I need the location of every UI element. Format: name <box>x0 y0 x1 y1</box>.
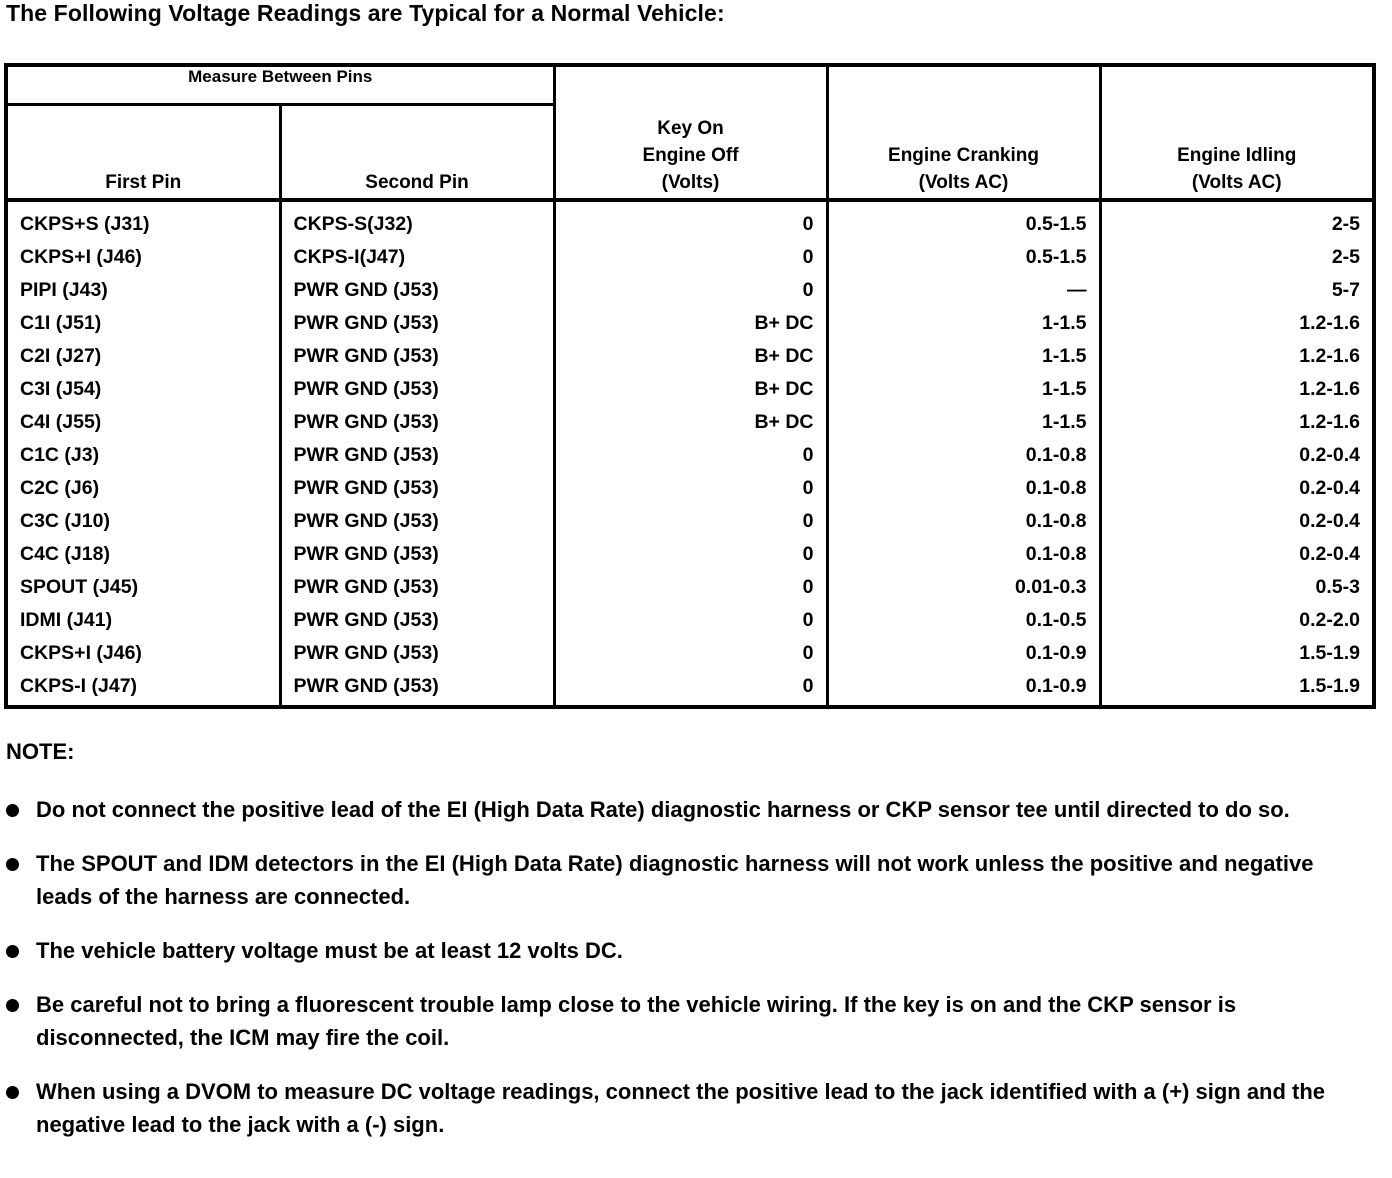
cranking-cell: — <box>827 274 1100 307</box>
second-pin-cell: PWR GND (J53) <box>280 538 554 571</box>
table-row <box>6 307 1374 340</box>
table-row <box>6 340 1374 373</box>
bullet-icon <box>6 999 19 1012</box>
cranking-cell: 0.5-1.5 <box>827 200 1100 241</box>
first-pin-header: First Pin <box>6 105 280 201</box>
key-on-engine-off-header <box>554 65 827 200</box>
table-row <box>6 637 1374 670</box>
cranking-cell: 0.1-0.9 <box>827 670 1100 707</box>
idling-cell: 1.5-1.9 <box>1100 670 1374 707</box>
first-pin-cell: CKPS-I (J47) <box>6 670 280 707</box>
second-pin-cell: PWR GND (J53) <box>280 406 554 439</box>
voltage-readings-table <box>4 63 1376 709</box>
cranking-cell: 1-1.5 <box>827 340 1100 373</box>
bullet-icon <box>6 945 19 958</box>
idling-header-line2: (Volts AC) <box>1191 172 1282 193</box>
table-row <box>6 472 1374 505</box>
second-pin-cell: PWR GND (J53) <box>280 274 554 307</box>
first-pin-cell: C3C (J10) <box>6 505 280 538</box>
note-heading: NOTE: <box>6 739 75 764</box>
first-pin-cell: CKPS+S (J31) <box>6 200 280 241</box>
first-pin-cell: C2C (J6) <box>6 472 280 505</box>
table-row <box>6 604 1374 637</box>
table-row <box>6 505 1374 538</box>
note-text: The SPOUT and IDM detectors in the EI (High Data Rate) diagnostic harness will not work unless the positive and negative leads of the harness are connected. <box>36 851 1314 909</box>
cranking-cell: 0.1-0.8 <box>827 538 1100 571</box>
idling-cell: 2-5 <box>1100 241 1374 274</box>
second-pin-cell: PWR GND (J53) <box>280 637 554 670</box>
notes-list <box>0 793 1392 1162</box>
key-on-header-line2: Engine Off <box>642 145 739 166</box>
table-row <box>6 439 1374 472</box>
first-pin-cell: C1C (J3) <box>6 439 280 472</box>
first-pin-cell: C4C (J18) <box>6 538 280 571</box>
first-pin-cell: IDMI (J41) <box>6 604 280 637</box>
note-item <box>0 1075 1392 1141</box>
second-pin-cell: CKPS-S(J32) <box>280 200 554 241</box>
idling-cell: 0.2-2.0 <box>1100 604 1374 637</box>
first-pin-cell: SPOUT (J45) <box>6 571 280 604</box>
second-pin-cell: CKPS-I(J47) <box>280 241 554 274</box>
idling-cell: 0.2-0.4 <box>1100 505 1374 538</box>
cranking-header-line1: Engine Cranking <box>888 145 1039 166</box>
key-on-cell: B+ DC <box>554 373 827 406</box>
table-row <box>6 406 1374 439</box>
second-pin-cell: PWR GND (J53) <box>280 472 554 505</box>
note-item <box>0 934 1392 967</box>
cranking-cell: 0.5-1.5 <box>827 241 1100 274</box>
table-row <box>6 571 1374 604</box>
table-row <box>6 200 1374 241</box>
key-on-cell: 0 <box>554 538 827 571</box>
key-on-cell: 0 <box>554 241 827 274</box>
second-pin-header: Second Pin <box>280 105 554 201</box>
first-pin-cell: C3I (J54) <box>6 373 280 406</box>
page-title: The Following Voltage Readings are Typical for a Normal Vehicle: <box>6 0 725 26</box>
idling-cell: 1.2-1.6 <box>1100 406 1374 439</box>
key-on-cell: 0 <box>554 604 827 637</box>
key-on-cell: 0 <box>554 439 827 472</box>
engine-idling-header <box>1100 65 1374 200</box>
key-on-cell: 0 <box>554 571 827 604</box>
key-on-header-line1: Key On <box>657 118 724 139</box>
cranking-cell: 0.1-0.8 <box>827 472 1100 505</box>
idling-cell: 1.2-1.6 <box>1100 340 1374 373</box>
key-on-cell: 0 <box>554 274 827 307</box>
second-pin-cell: PWR GND (J53) <box>280 307 554 340</box>
cranking-cell: 1-1.5 <box>827 373 1100 406</box>
cranking-cell: 1-1.5 <box>827 406 1100 439</box>
cranking-header-line2: (Volts AC) <box>918 172 1009 193</box>
idling-cell: 1.5-1.9 <box>1100 637 1374 670</box>
second-pin-cell: PWR GND (J53) <box>280 340 554 373</box>
second-pin-cell: PWR GND (J53) <box>280 505 554 538</box>
cranking-cell: 0.1-0.5 <box>827 604 1100 637</box>
key-on-cell: B+ DC <box>554 307 827 340</box>
note-text: Be careful not to bring a fluorescent trouble lamp close to the vehicle wiring. If the key is on and the CKP sensor is disconnected, the ICM may fire the coil. <box>36 992 1237 1050</box>
table-row <box>6 670 1374 707</box>
idling-cell: 0.2-0.4 <box>1100 472 1374 505</box>
bullet-icon <box>6 1086 19 1099</box>
idling-cell: 0.5-3 <box>1100 571 1374 604</box>
cranking-cell: 0.01-0.3 <box>827 571 1100 604</box>
table-row <box>6 373 1374 406</box>
first-pin-cell: CKPS+I (J46) <box>6 241 280 274</box>
table-row <box>6 241 1374 274</box>
measure-between-pins-header: Measure Between Pins <box>6 65 554 105</box>
note-text: The vehicle battery voltage must be at least 12 volts DC. <box>36 938 623 963</box>
idling-cell: 2-5 <box>1100 200 1374 241</box>
cranking-cell: 0.1-0.9 <box>827 637 1100 670</box>
cranking-cell: 0.1-0.8 <box>827 439 1100 472</box>
first-pin-cell: C1I (J51) <box>6 307 280 340</box>
key-on-cell: 0 <box>554 200 827 241</box>
second-pin-cell: PWR GND (J53) <box>280 373 554 406</box>
table-row <box>6 274 1374 307</box>
engine-cranking-header <box>827 65 1100 200</box>
idling-cell: 5-7 <box>1100 274 1374 307</box>
key-on-cell: B+ DC <box>554 340 827 373</box>
bullet-icon <box>6 804 19 817</box>
note-item <box>0 988 1392 1054</box>
idling-header-line1: Engine Idling <box>1177 145 1297 166</box>
bullet-icon <box>6 858 19 871</box>
note-text: Do not connect the positive lead of the EI (High Data Rate) diagnostic harness or CKP sensor tee until directed to do so. <box>36 797 1290 822</box>
idling-cell: 1.2-1.6 <box>1100 307 1374 340</box>
first-pin-cell: CKPS+I (J46) <box>6 637 280 670</box>
first-pin-cell: PIPI (J43) <box>6 274 280 307</box>
key-on-cell: B+ DC <box>554 406 827 439</box>
first-pin-cell: C4I (J55) <box>6 406 280 439</box>
key-on-header-line3: (Volts) <box>661 172 720 193</box>
note-item <box>0 847 1392 913</box>
first-pin-cell: C2I (J27) <box>6 340 280 373</box>
idling-cell: 0.2-0.4 <box>1100 538 1374 571</box>
second-pin-cell: PWR GND (J53) <box>280 604 554 637</box>
note-text: When using a DVOM to measure DC voltage readings, connect the positive lead to the jack identified with a (+) sign and the negative lead to the jack with a (-) sign. <box>36 1079 1326 1137</box>
idling-cell: 0.2-0.4 <box>1100 439 1374 472</box>
key-on-cell: 0 <box>554 670 827 707</box>
table-row <box>6 538 1374 571</box>
key-on-cell: 0 <box>554 505 827 538</box>
key-on-cell: 0 <box>554 637 827 670</box>
cranking-cell: 0.1-0.8 <box>827 505 1100 538</box>
key-on-cell: 0 <box>554 472 827 505</box>
idling-cell: 1.2-1.6 <box>1100 373 1374 406</box>
cranking-cell: 1-1.5 <box>827 307 1100 340</box>
second-pin-cell: PWR GND (J53) <box>280 439 554 472</box>
note-item <box>0 793 1392 826</box>
second-pin-cell: PWR GND (J53) <box>280 670 554 707</box>
second-pin-cell: PWR GND (J53) <box>280 571 554 604</box>
